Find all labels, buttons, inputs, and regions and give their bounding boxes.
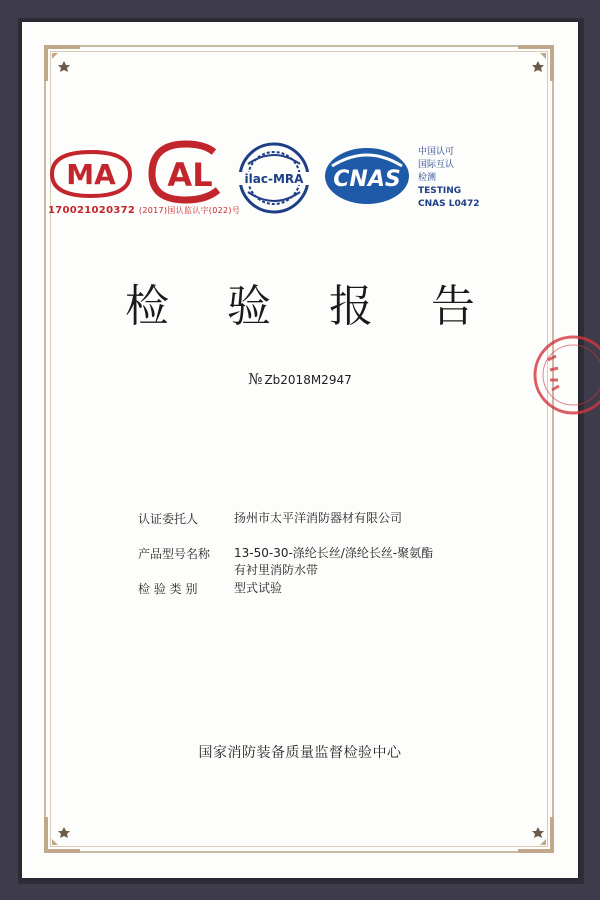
report-number	[0, 370, 600, 388]
report-title: 检 验 报 告	[125, 281, 497, 332]
lab-approval-number: (2017)国认监认字(022)号	[138, 206, 241, 215]
cnas-line: 国际互认	[418, 160, 455, 170]
field-value: 型式试验	[234, 581, 283, 595]
cal-logo	[144, 140, 228, 204]
cnas-logo	[322, 144, 412, 208]
cma-logo	[48, 148, 134, 200]
svg-text:AL: AL	[167, 156, 213, 194]
field-value-line: 有衬里消防水带	[234, 563, 319, 577]
svg-text:ilac-MRA: ilac-MRA	[244, 172, 304, 186]
corner-ornament-bottom-right	[510, 809, 554, 853]
registration-number	[48, 205, 240, 216]
field-value	[234, 545, 474, 579]
cnas-line: CNAS L0472	[418, 199, 480, 209]
issuing-organization: 国家消防装备质量监督检验中心	[198, 745, 402, 761]
report-number-value: Zb2018M2947	[264, 373, 352, 387]
field-value: 扬州市太平洋消防器材有限公司	[234, 511, 403, 525]
field-label: 认证委托人	[138, 512, 199, 526]
corner-ornament-bottom-left	[44, 809, 88, 853]
cma-registration-number: 170021020372	[48, 205, 136, 216]
cnas-line: 检测	[418, 173, 437, 183]
field-value-line: 13-50-30-涤纶长丝/涤纶长丝-聚氨酯	[234, 546, 434, 560]
cnas-certification-text	[418, 146, 480, 211]
svg-text:MA: MA	[66, 158, 116, 191]
cnas-line: 中国认可	[418, 147, 455, 157]
corner-ornament-top-right	[510, 45, 554, 89]
number-mark: №	[248, 370, 263, 388]
corner-ornament-top-left	[44, 45, 88, 89]
svg-text:CNAS: CNAS	[333, 167, 401, 192]
field-label: 产品型号名称	[138, 547, 211, 561]
cnas-line: TESTING	[418, 186, 462, 196]
field-label: 检 验 类 别	[138, 582, 198, 596]
ilac-mra-logo	[234, 140, 314, 216]
